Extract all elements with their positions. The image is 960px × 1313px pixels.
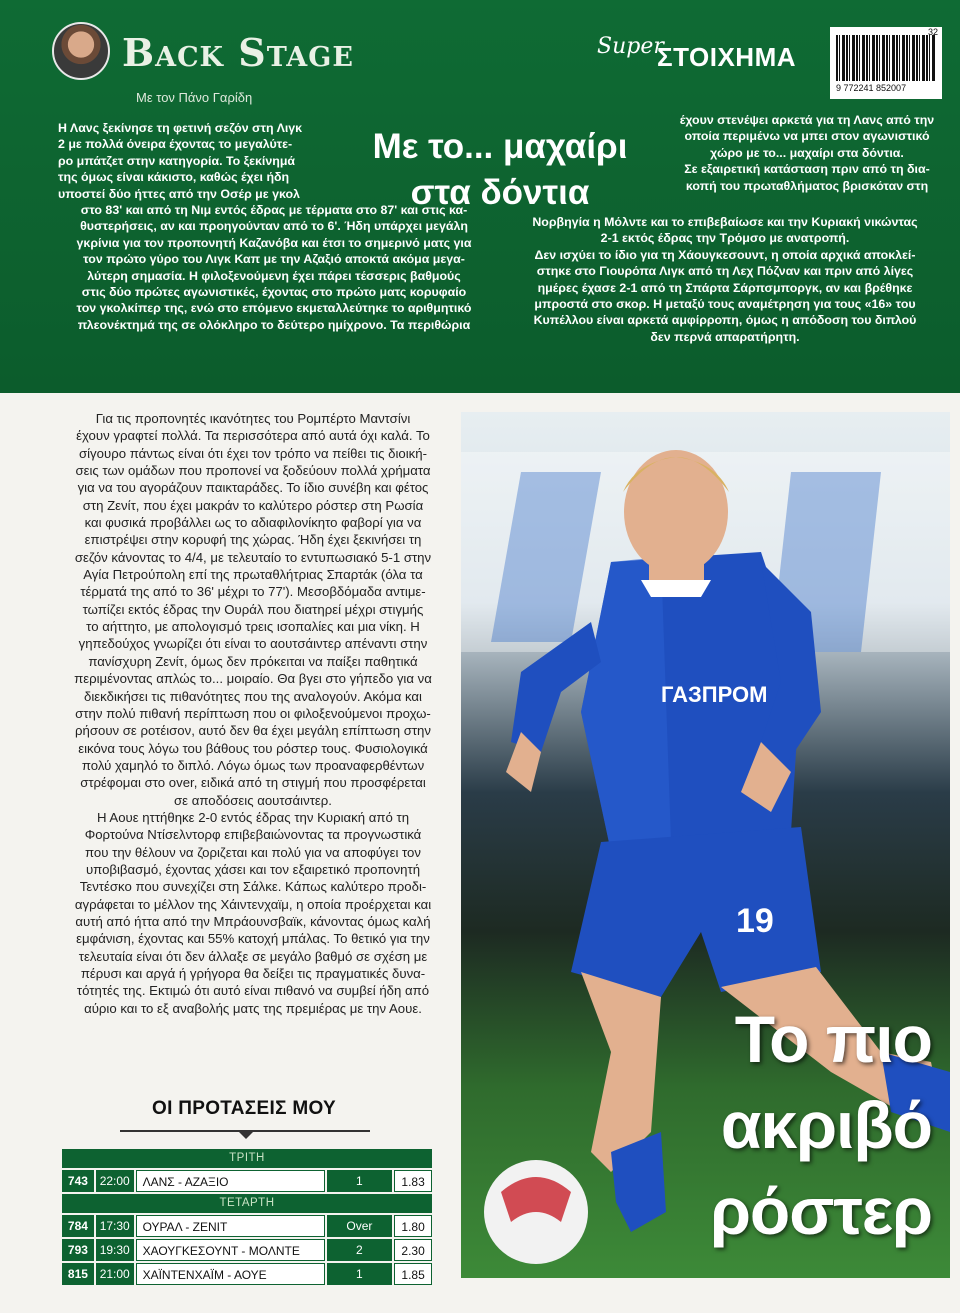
text-line: έχουν στενέψει αρκετά για τη Λανς από την — [679, 113, 935, 127]
article-line: πολύ χαμηλό το διπλό. Λόγω όμως των προαναφερθέντων — [81, 757, 425, 773]
article-line: Τεντέσκο που συνεχίζει στη Σάλκε. Κάπως καλύτερο προδι- — [79, 879, 427, 895]
text-line: ρο μπάτζετ στην κατηγορία. Το ξεκίνημά — [58, 153, 296, 168]
pick-row — [62, 1170, 432, 1192]
article-line: Αγία Πετρούπολη επί της πρωταθλήτριας Σπαρτάκ (όλα τα — [83, 567, 423, 583]
article-line: σεις των ομάδων που προπονεί να ξοδεύουν πολλά χρήματα — [75, 463, 431, 479]
article-line: αγράφεται το μέλλον της Χάιντενχαϊμ, η οποία προέρχεται και — [74, 896, 432, 912]
text-line: ημέρες έχασε 2-1 από τη Σπάρτα Σάρπσμποργκ, αν και βρέθηκε — [537, 280, 913, 295]
photo-caption — [632, 996, 932, 1254]
article-line: σίγουρο πάντως είναι ότι έχει τον τρόπο να πείθει τις διοική- — [78, 445, 427, 461]
pick-code: 815 — [62, 1263, 94, 1285]
brand-name: ΣΤΟΙΧΗΜΑ — [657, 42, 797, 72]
text-line: Νορβηγία η Μόλντε και το επιβεβαίωσε και την Κυριακή νικώντας — [532, 215, 918, 229]
article-line: εμφάνιση, έχοντας και 55% κατοχή μπάλας. Το θετικό για την — [76, 931, 430, 947]
article-line: γηπεδούχος γνωρίζει ότι είναι το αουτσάιντερ απέναντι στην — [78, 636, 428, 652]
pick-code: 784 — [62, 1215, 94, 1237]
caption-line: ρόστερ — [710, 1174, 932, 1248]
side-text-left-full — [58, 202, 490, 333]
article-line: τότητές της. Εκτιμώ ότι αυτό είναι πιθανό να συμβεί ήδη από — [76, 983, 430, 999]
side-text-left — [58, 120, 302, 202]
picks-table — [62, 1149, 432, 1285]
pick-match: ΧΑΟΥΓΚΕΣΟΥΝΤ - ΜΟΛΝΤΕ — [136, 1239, 325, 1261]
text-line: λύτερη σημασία. Η φιλοξενούμενη έχει πάρει τέσσερις βαθμούς — [87, 268, 461, 283]
caption-line: ακριβό — [720, 1088, 932, 1162]
author-avatar — [52, 22, 110, 80]
article-line: και φυσικά προβάλλει ως το αδιαφιλονίκητο φαβορί για να — [84, 515, 422, 531]
article-line: αύριο και το εξ αναβολής ματς της πρεμιέρας με την Αουε. — [84, 1000, 422, 1016]
article-line: υποβιβασμό, έχοντας χάσει και τον εξαιρετικό προπονητή — [85, 861, 421, 877]
text-line: στο 83' και από τη Νιμ εντός έδρας με τέρματα στο 87' και στις κα- — [80, 203, 468, 217]
article-line: τέρματά της από το 36' μέχρι το 77'). Μεσοβδόμαδα αντιμε- — [80, 584, 426, 600]
article-line: εικόνα τους λόγω του βάθους του ρόστερ τους. Φυσιολογικά — [78, 740, 428, 756]
article-line: τελευταία είναι ότι δεν άλλαξε σε μεγάλο βαθμό σε σχέση με — [78, 948, 428, 964]
issue-number: 32 — [927, 27, 938, 37]
article-line: ρήσουν σε ροτέισον, αυτό δεν θα έχει μεγάλη επίπτωση στην — [75, 723, 431, 739]
day-header: ΤΡΙΤΗ — [62, 1149, 432, 1168]
article-line: περιμένοντας απλώς το... μοιραίο. Θα βγει στο γήπεδο για να — [74, 671, 432, 687]
pick-match: ΛΑΝΣ - ΑΖΑΞΙΟ — [136, 1170, 325, 1192]
article-line: σεζόν κάνοντας το 4/4, με τελευταίο το εντυπωσιακό 5-1 στην — [74, 549, 432, 565]
barcode-bars — [836, 35, 936, 81]
text-line: Σε εξαιρετική κατάσταση πριν από τη δια- — [684, 162, 930, 177]
text-line: Δεν ισχύει το ίδιο για τη Χάουγκεσουντ, η οποία αρχικά αποκλεί- — [534, 247, 916, 262]
headline-line: στα δόντια — [410, 173, 590, 212]
text-line: 2 με πολλά όνειρα έχοντας το μεγαλύτε- — [58, 137, 293, 152]
article-line: στρέφομαι στο over, ειδικά από τη στιγμή που προσφέρεται — [80, 775, 426, 791]
barcode — [830, 27, 942, 99]
caption-line: Το πιο — [734, 1002, 932, 1076]
pick-match: ΧΑΪΝΤΕΝΧΑΪΜ - ΑΟΥΕ — [136, 1263, 325, 1285]
pick-match: ΟΥΡΑΛ - ΖΕΝΙΤ — [136, 1215, 325, 1237]
picks-title: ΟΙ ΠΡΟΤΑΣΕΙΣ ΜΟΥ — [151, 1098, 336, 1119]
text-line: Η Λανς ξεκίνησε τη φετινή σεζόν στη Λιγκ — [58, 121, 303, 135]
article-line: διεκδικήσει τις πιθανότητες που της αναλογούν. Ακόμα και — [84, 688, 422, 704]
text-line: υποστεί δύο ήττες από την Οσέρ με γκολ — [58, 186, 300, 201]
text-line: στις δύο πρώτες αγωνιστικές, έχοντας στο πρώτο ματς κορυφαίο — [81, 285, 467, 300]
article-line: το αήττητο, με απολογισμό τρεις ισοπαλίες και μια νίκη. Η — [86, 619, 420, 635]
pick-odds: 1.83 — [394, 1170, 432, 1192]
article-line: Φορτούνα Ντίσελντορφ επιβεβαιώνοντας τα προγνωστικά — [84, 827, 422, 843]
article-line: στη Ζενίτ, που έχει μακράν το καλύτερο ρόστερ στη Ρωσία — [82, 497, 424, 513]
pick-time: 17:30 — [96, 1215, 134, 1237]
pick-time: 21:00 — [96, 1263, 134, 1285]
article-line: για να του αγοράζουν παικταράδες. Το ίδιο συνέβη και φέτος — [77, 480, 429, 496]
pick-sign: 1 — [327, 1170, 393, 1192]
article-line: στην πολύ πιθανή περίπτωση που οι φιλοξενούμενοι προχω- — [75, 705, 431, 721]
article-line: που την θέλουν να ζοριζεται και πολύ για να αποφύγει τον — [85, 844, 421, 860]
text-line: της όμως είναι κάκιστο, καθώς έχει ήδη — [58, 170, 290, 185]
text-line: δεν περνά απαρατήρητη. — [650, 329, 800, 344]
article-line: σε αποδόσεις αουτσάιντερ. — [174, 792, 332, 808]
shirt-number-text: 19 — [736, 902, 774, 940]
byline: Με τον Πάνο Γαρίδη — [136, 90, 253, 105]
pick-time: 22:00 — [96, 1170, 134, 1192]
pick-sign: 1 — [327, 1263, 393, 1285]
text-line: κοπή του πρωταθλήματος βρισκόταν στη — [685, 178, 929, 193]
text-line: θυστερήσεις, αν και προηγούνταν από το 6'. Ήδη υπάρχει μεγάλη — [80, 219, 468, 234]
main-article — [58, 410, 448, 1017]
pick-sign: Over — [327, 1215, 393, 1237]
side-column-band — [0, 0, 960, 393]
text-line: μπροστά στο σκορ. Η μεταξύ τους αναμέτρηση για τους «16» του — [534, 297, 916, 312]
pick-row — [62, 1239, 432, 1261]
text-line: τον γκολκίπερ της, ενώ στο επόμενο εκμεταλλεύτηκε το αριθμητικό — [76, 301, 472, 316]
article-line: Για τις προπονητές ικανότητες του Ρομπέρτο Μαντσίνι — [95, 411, 411, 426]
article-line: πανίσχυρη Ζενίτ, όμως δεν πρόκειται να παίξει παθητικά — [88, 653, 418, 669]
picks-arrow-icon — [238, 1131, 254, 1139]
pick-code: 793 — [62, 1239, 94, 1261]
article-line: πέρυσι και αργά ή γρήγορα θα δείξει τις πραγματικές δυνα- — [80, 966, 426, 981]
article-line: επιστρέψει στην κορυφή της χώρας. Ήδη έχει ξεκινήσει τη — [84, 532, 422, 548]
side-headline — [345, 124, 655, 216]
player-photo — [461, 412, 950, 1278]
text-line: πλεονέκτημά της σε ολόκληρο το δεύτερο ημίχρονο. Τα περιθώρια — [77, 317, 471, 332]
day-header: ΤΕΤΑΡΤΗ — [62, 1194, 432, 1213]
brand-super: Super — [597, 34, 664, 59]
pick-row — [62, 1215, 432, 1237]
text-line: χώρο με το... μαχαίρι στα δόντια. — [710, 145, 904, 160]
pick-odds: 1.85 — [394, 1263, 432, 1285]
shirt-sponsor-text: ГАЗПРОМ — [661, 682, 768, 707]
pick-row — [62, 1263, 432, 1285]
text-line: γκρίνια για τον προπονητή Καζανόβα και έτσι το σημερινό ματς για — [76, 235, 472, 250]
text-line: στηκε στο Γιουρόπα Λιγκ από τη Λεχ Πόζναν και πριν από λίγες — [536, 264, 914, 279]
pick-odds: 1.80 — [394, 1215, 432, 1237]
barcode-number: 9 772241 852007 — [836, 83, 907, 93]
headline-line: Με το... μαχαίρι — [372, 127, 628, 166]
article-line: έχουν γραφτεί πολλά. Τα περισσότερα από αυτά όχι καλά. Το — [76, 428, 430, 444]
pick-time: 19:30 — [96, 1239, 134, 1261]
side-text-right-top — [662, 112, 952, 194]
article-line: τωπίζει εκτός έδρας την Ουράλ που διατηρεί μέχρι στιγμής — [82, 601, 424, 617]
text-line: τον πρώτο γύρο του Λιγκ Καπ με την Αζαξιό αποκτά ακόμα μεγα- — [83, 252, 465, 267]
pick-odds: 2.30 — [394, 1239, 432, 1261]
article-line: αυτή από ήττα από την Μπράουνσβαϊκ, κάνοντας όμως καλή — [75, 913, 431, 929]
article-line: Η Αουε ηττήθηκε 2-0 εντός έδρας την Κυριακή από τη — [96, 809, 410, 825]
text-line: οποία περιμένω να μπει στον αγωνιστικό — [684, 129, 930, 144]
pick-code: 743 — [62, 1170, 94, 1192]
text-line: 2-1 εκτός έδρας την Τρόμσο με ανατροπή. — [600, 231, 850, 246]
pick-sign: 2 — [327, 1239, 393, 1261]
text-line: Κυπέλλου είναι αρκετά αμφίρροπη, όμως η απόδοση του διπλού — [533, 313, 917, 328]
column-title: Back Stage — [122, 30, 354, 75]
side-text-right-bottom — [505, 214, 945, 345]
